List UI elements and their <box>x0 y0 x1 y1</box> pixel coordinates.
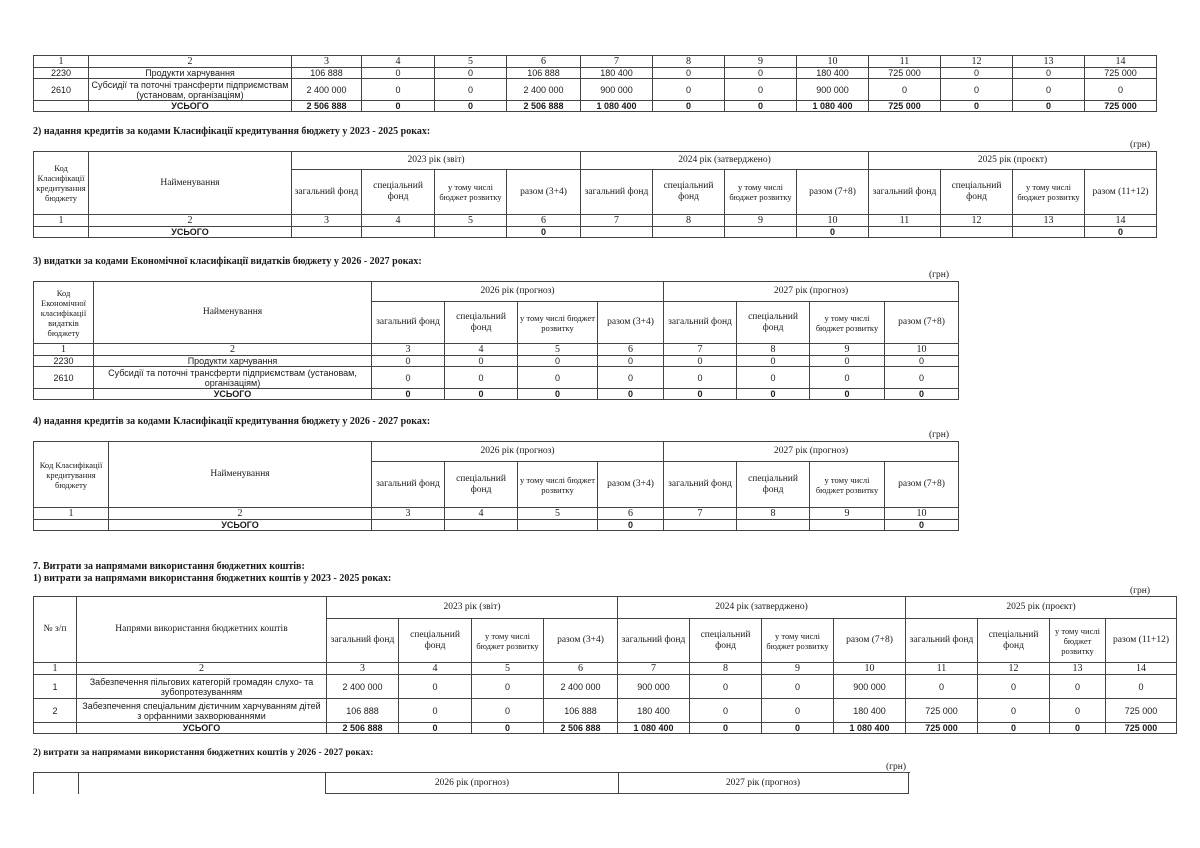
header-name: Найменування <box>94 282 372 344</box>
section-7-2-title: 2) витрати за напрямами використання бюджетних коштів у 2026 - 2027 роках: <box>33 748 374 758</box>
header-year-2026: 2026 рік (прогноз) <box>372 442 664 462</box>
budget-directions-table-2026-2027-partial <box>33 772 910 794</box>
section-7-1-title: 1) витрати за напрямами використання бюджетних коштів у 2023 - 2025 роках: <box>33 573 392 584</box>
column-index-row: 1 2 3 4 5 6 7 8 9 10 11 12 13 14 <box>34 215 1157 227</box>
total-row: УСЬОГО 0 0 0 <box>34 227 1157 238</box>
header-year-2024: 2024 рік (затверджено) <box>581 152 869 170</box>
column-index-row: 1 2 3 4 5 6 7 8 9 10 11 12 13 14 <box>34 663 1177 675</box>
total-row: УСЬОГО 2 506 888 0 0 2 506 888 1 080 400 0 0 1 080 400 725 000 0 0 725 000 <box>34 101 1157 112</box>
total-row: УСЬОГО 0 0 <box>34 520 959 531</box>
header-name: Найменування <box>109 442 372 508</box>
budget-directions-table-2023-2025: № з/п Напрями використання бюджетних коштів 2023 рік (звіт) 2024 рік (затверджено) 2025 рік (проєкт) загальний фонд спеціальний фонд у тому числі бюджет розвитку разом (3+4) загальний фонд спеціальний фонд у тому числі бюджет розвитку разом (7+8) загальний фонд спеціальний фонд у тому числі бюджет розвитку разом (11+12) 1 2 3 4 5 6 7 8 9 10 11 12 13 14 1 Забезпечення пільгових категорій громадян слухо- та зубопротезуванням 2 400 000 0 0 2 400 000 900 000 0 0 900 000 0 0 0 0 2 Забезпечення спеціальним дієтичним харчуванням дітей з орфанними захворюваннями 106 888 0 0 106 888 180 400 0 0 180 400 725 000 0 0 725 000 УСЬОГО 2 506 888 0 0 2 506 888 1 080 400 0 0 1 080 400 725 000 0 0 725 000 <box>33 596 1177 734</box>
table-row: 2610 Субсидії та поточні трансферти підприємствам (установам, організаціям) 0 0 0 0 0 0 0 0 <box>34 367 959 389</box>
column-divider <box>78 772 79 794</box>
table-row: 2 Забезпечення спеціальним дієтичним харчуванням дітей з орфанними захворюваннями 106 888 0 0 106 888 180 400 0 0 180 400 725 000 0 0 725 000 <box>34 699 1177 723</box>
column-index-row: 1 2 3 4 5 6 7 8 9 10 11 12 13 14 <box>34 56 1157 68</box>
currency-unit-label: (грн) <box>1130 586 1151 596</box>
expenditure-table-2026-2027: Код Економічної класифікації видатків бюджету Найменування 2026 рік (прогноз) 2027 рік (прогноз) загальний фонд спеціальний фонд у тому числі бюджет розвитку разом (3+4) загальний фонд спеціальний фонд у тому числі бюджет розвитку разом (7+8) 1 2 3 4 5 6 7 8 9 10 2230 Продукти харчування 0 0 0 0 0 0 0 0 2610 Субсидії та поточні трансферти підприємствам (установам, організаціям) 0 0 0 0 0 0 0 0 УСЬОГО 0 0 0 0 0 0 0 0 <box>33 281 959 400</box>
currency-unit-label: (грн) <box>886 762 907 772</box>
section-4-title: 4) надання кредитів за кодами Класифікації кредитування бюджету у 2026 - 2027 роках: <box>33 416 431 427</box>
header-code: Код Економічної класифікації видатків бюджету <box>34 282 94 344</box>
credits-table-2023-2025: Код Класифікації кредитування бюджету Найменування 2023 рік (звіт) 2024 рік (затверджено) 2025 рік (проєкт) загальний фонд спеціальний фонд у тому числі бюджет розвитку разом (3+4) загальний фонд спеціальний фонд у тому числі бюджет розвитку разом (7+8) загальний фонд спеціальний фонд у тому числі бюджет розвитку разом (11+12) 1 2 3 4 5 6 7 8 9 10 11 12 13 14 УСЬОГО 0 0 0 <box>33 151 1157 238</box>
total-row: УСЬОГО 2 506 888 0 0 2 506 888 1 080 400 0 0 1 080 400 725 000 0 0 725 000 <box>34 723 1177 734</box>
total-row: УСЬОГО 0 0 0 0 0 0 0 0 <box>34 389 959 400</box>
currency-unit-label: (грн) <box>929 430 950 440</box>
header-year-2026: 2026 рік (прогноз) <box>325 772 619 794</box>
currency-unit-label: (грн) <box>929 270 950 280</box>
header-year-2025: 2025 рік (проєкт) <box>869 152 1157 170</box>
table-row: 1 Забезпечення пільгових категорій громадян слухо- та зубопротезуванням 2 400 000 0 0 2 400 000 900 000 0 0 900 000 0 0 0 0 <box>34 675 1177 699</box>
table-row: 2230 Продукти харчування 106 888 0 0 106 888 180 400 0 0 180 400 725 000 0 0 725 000 <box>34 68 1157 79</box>
section-7-heading: 7. Витрати за напрямами використання бюджетних коштів: <box>33 561 305 572</box>
header-year-2027: 2027 рік (прогноз) <box>664 282 959 302</box>
currency-unit-label: (грн) <box>1130 140 1151 150</box>
column-index-row: 1 2 3 4 5 6 7 8 9 10 <box>34 508 959 520</box>
header-year-2024: 2024 рік (затверджено) <box>618 597 906 619</box>
section-3-title: 3) видатки за кодами Економічної класифікації видатків бюджету у 2026 - 2027 роках: <box>33 256 422 267</box>
header-year-2025: 2025 рік (проєкт) <box>906 597 1177 619</box>
header-year-2026: 2026 рік (прогноз) <box>372 282 664 302</box>
header-number: № з/п <box>34 597 77 663</box>
expenditure-table-2023-2025-continuation <box>33 55 1157 112</box>
header-name: Найменування <box>89 152 292 215</box>
header-direction: Напрями використання бюджетних коштів <box>77 597 327 663</box>
header-year-2023: 2023 рік (звіт) <box>327 597 618 619</box>
table-row: 2610 Субсидії та поточні трансферти підприємствам (установам, організаціям) 2 400 000 0 0 2 400 000 900 000 0 0 900 000 0 0 0 0 <box>34 79 1157 101</box>
header-code: Код Класифікації кредитування бюджету <box>34 152 89 215</box>
column-index-row: 1 2 3 4 5 6 7 8 9 10 <box>34 344 959 356</box>
table-row: 2230 Продукти харчування 0 0 0 0 0 0 0 0 <box>34 356 959 367</box>
header-code: Код Класифікації кредитування бюджету <box>34 442 109 508</box>
header-year-2023: 2023 рік (звіт) <box>292 152 581 170</box>
section-2-title: 2) надання кредитів за кодами Класифікації кредитування бюджету у 2023 - 2025 роках: <box>33 126 431 137</box>
credits-table-2026-2027: Код Класифікації кредитування бюджету Найменування 2026 рік (прогноз) 2027 рік (прогноз) загальний фонд спеціальний фонд у тому числі бюджет розвитку разом (3+4) загальний фонд спеціальний фонд у тому числі бюджет розвитку разом (7+8) 1 2 3 4 5 6 7 8 9 10 УСЬОГО 0 0 <box>33 441 959 531</box>
header-year-2027: 2027 рік (прогноз) <box>664 442 959 462</box>
header-year-2027: 2027 рік (прогноз) <box>618 772 909 794</box>
column-divider <box>33 772 34 794</box>
